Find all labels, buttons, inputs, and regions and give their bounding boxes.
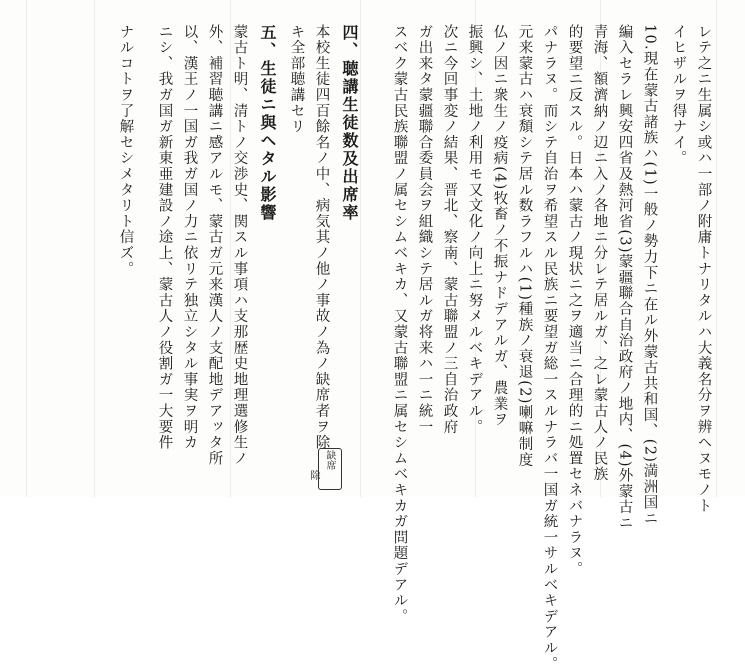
text-column: 仏ノ因ニ衆生ノ疫病(4)牧畜ノ不振ナドデアルガ、農業ヲ [491,24,508,428]
text-column: 蒙古ト明、清トノ交渉史、関スル事項ハ支那歴史地理選修生ノ [231,24,248,467]
text-column: 元来蒙古ハ衰頽シテ居ル数ラフルハ(1)種族ノ衰退(2)喇嘛制度 [516,24,533,468]
text-column: 的要望ニ反スル。日本ハ蒙古ノ現状ニ之ヲ適当ニ合理的ニ処置セネバナラヌ。 [566,24,583,577]
text-column: ナルコトヲ了解セシメタリト信ズ。 [117,24,134,277]
ruling-line [716,0,717,497]
text-column: 青海、額濟納ノ辺ニ入ノ各地ニ分レテ居ルガ、之レ蒙古人ノ民族 [591,24,608,483]
text-column: 本校生徒四百餘名ノ中、病気其ノ他ノ事故ノ為ノ缺席者ヲ除 [313,24,330,451]
text-column: 以、漢王ノ一国ガ我ガ国ノ力ニ依リテ独立シタル事実ヲ明カ [181,24,198,451]
ruling-line [360,0,361,497]
section-heading: 四、聴講生徒数及出席率 [340,24,359,222]
ruling-line [230,0,231,497]
text-column: キ全部聴講セリ [288,24,305,135]
section-heading: 五、生徒ニ與ヘタル影響 [258,24,277,222]
text-column: 次ニ今回事変ノ結果、晋北、察南、蒙古聯盟ノ三自治政府 [441,24,458,435]
ruling-line [94,0,95,497]
text-column: 外、補習聴講ニ感アルモ、蒙古ガ元来漢人ノ支配地デアッタ所 [206,24,223,467]
correction-note: 除 [308,470,319,480]
text-column: 振興シ、土地ノ利用モ又文化ノ向上ニ努メルベキデアル。 [466,24,483,435]
text-column: スベク蒙古民族聯盟ノ属セシムベキカ、又蒙古聯盟ニ属セシムベキカガ問題デアル。 [391,24,408,625]
ruling-line [26,0,27,497]
text-column: 編入セラレ興安四省及熱河省(3)蒙疆聯合自治政府ノ地内、(4)外蒙古ニ [616,24,633,532]
text-column: パナラヌ。而シテ自治ヲ希望スル民族ニ要望ガ総一スルナラバ一国ガ統一サルベキデアル。 [541,24,558,672]
text-column: イヒザルヲ得ナイ。 [670,24,687,167]
text-column: レテ之ニ生属シ或ハ一部ノ附庸トナリタルハ大義名分ヲ辨ヘヌモノト [695,24,712,514]
text-column: 10.現在蒙古諸族ハ(1)一般ノ勢力下ニ在ル外蒙古共和国、(2)満洲国ニ [641,24,658,527]
margin-note: 缺席 [324,450,335,470]
text-column: ガ出来タ蒙疆聯合委員会ヲ組織シテ居ルガ将来ハ一ニ統一 [416,24,433,435]
text-column: ニシ、我ガ国ガ新東亜建設ノ途上、蒙古人ノ役割ガ一大要件 [156,24,173,451]
